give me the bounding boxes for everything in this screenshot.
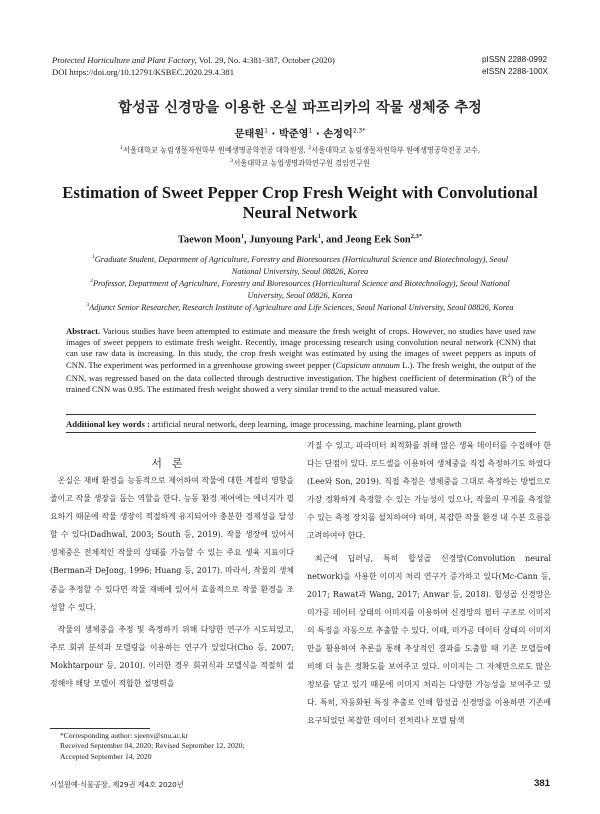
korean-title: 합성곱 신경망을 이용한 온실 파프리카의 작물 생체중 추정 [118, 100, 482, 116]
issn-block [482, 54, 548, 78]
intro-paragraph-2: 작물의 생체중을 추정 및 측정하기 위해 다양한 연구가 시도되었고, 주로 회귀 분석과 모델링을 이용하는 연구가 있었다(Cho 등, 2007; Mokhtarpour 등, 2010). 이러한 경우 회귀식과 모델식을 적절히 설정해야 해당 모델이 적합한 설명력을 [50, 624, 294, 689]
body-column-left [50, 472, 294, 693]
english-affiliation-2: $^2$Professor, Department of Agriculture, Forestry and Bioresources (Horticultural Science and Biotechnology), Seoul National University, Seoul 08826, Korea [90, 278, 510, 300]
kr-author-2: 박준영 [278, 129, 309, 140]
journal-header [52, 54, 335, 78]
keywords-text: artificial neural network, deep learning, image processing, machine learning, plant growth [149, 419, 462, 429]
species-name: Capsicum annuum [335, 359, 400, 370]
journal-name: Protected Horticulture and Plant Factory, [52, 55, 197, 65]
kr-sep-1: · [267, 129, 279, 140]
keywords [66, 419, 536, 430]
abstract-divider [66, 414, 536, 415]
page-number: 381 [534, 778, 550, 789]
intro-paragraph-3: 최근에 딥러닝, 특히 합성곱 신경망(Convolution neural network)을 사용한 이미지 처리 연구가 증가하고 있다(Mc-Cann 등, 2017; Rawat과 Wang, 2017; Anwar 등, 2018). 합성곱 신경망은 미가공 데이터 상태의 이미지를 이용하여 신경망의 필터 구조로 이미지의 특징을 자동으로 추출할 수 있다. 이때, 미가공 데이터 상태의 이미지만을 활용하여 추론을 통해 추상적인 결과를 도출할 때 기존 모델들에 비해 더 높은 정확도를 보여주고 있다. 이미지는 그 자체만으로도 많은 정보를 담고 있기 때문에 이미지 처리는 다양한 가능성을 보여주고 있다. 특히, 자동화된 특징 추출로 인해 합성곱 신경망을 이용하면 기존에 요구되었던 복잡한 데이터 전처리나 모델 탐색 [307, 553, 551, 726]
english-affiliation-1: $^1$Graduate Student, Department of Agriculture, Forestry and Bioresources (Horticultural Science and Biotechnology), Seoul National University, Seoul 08826, Korea [91, 254, 509, 276]
korean-affiliation-line-2: $^3$서울대학교 농업생명과학연구원 겸임연구원 [230, 158, 370, 168]
kr-author-2-sup: 1 [308, 127, 313, 135]
kr-author-1-sup: 1 [264, 127, 268, 135]
footnote [60, 731, 300, 762]
abstract: Abstract. Various studies have been attempted to estimate and measure the fresh weight of crops. However, no studies have used raw images of sweet peppers to estimate fresh weight. Recently, image processing research using convolution neural network (CNN) that can use raw data is increasing. In this study, the crop fresh weight was estimated by using the images of sweet peppers as inputs of CNN. The experiment was performed in a greenhouse growing sweet pepper (Capsicum annuum L.). The fresh weight, the output of the CNN, was regressed based on the data collected through destructive investigation. The highest coefficient of determination $(R^2)$ of the trained CNN was 0.95. The estimated fresh weight showed a very similar trend to the actual measured value. [66, 326, 537, 394]
intro-paragraph-2-cont: 가질 수 있고, 파라미터 최적화를 위해 많은 생육 데이터를 수집해야 한다는 단점이 있다. 로드셀을 이용하여 생체중을 직접 측정하기도 하였다(Lee와 Son, 2019). 직접 측정은 생체중을 그대로 측정하는 방법으로 가장 정확하게 측정할 수 있는 가능성이 있으나, 작물의 무게를 측정할 수 있는 측정 장치를 설치하여야 하며, 복잡한 작물 환경 내 수분 흐름을 고려하여야 한다. [307, 441, 551, 541]
accepted-date: Accepted September 14, 2020 [60, 751, 152, 761]
corresponding-author[interactable]: *Corresponding author: sjeenv@snu.ac.kr [60, 731, 189, 740]
footnote-divider [50, 728, 150, 729]
kr-author-1: 문태원 [234, 129, 265, 140]
kr-sep-2: · [312, 129, 324, 140]
english-title-line-2: Neural Network [242, 203, 358, 222]
eissn: eISSN 2288-100X [482, 67, 548, 76]
kr-author-3: 손정익 [323, 129, 353, 140]
intro-paragraph-1: 온실은 재배 환경을 능동적으로 제어하여 작물에 대한 계절의 영향을 줄이고 작물 생장을 돕는 역할을 한다. 능동 환경 제어에는 에너지가 필요하기 때문에 작물 생장이 적절하게 유지되어야 충분한 경제성을 달성할 수 있다(Dadhwal, 2003; South 등, 2019). 작물 생장에 있어서 생체중은 전체적인 작물의 상태를 가늠할 수 있는 주요 생육 지표이다(Berman과 DeJong, 1996; Huang 등, 2017). 따라서, 작물의 생체중을 추정할 수 있다면 작물 재배에 있어서 효율적으로 작물 환경을 조성할 수 있다. [50, 476, 294, 612]
footer-journal-info: 시설원예·식물공장, 제29권 제4호 2020년 [50, 780, 184, 789]
volume-info: Vol. 29, No. 4:381-387, October (2020) [196, 55, 335, 65]
english-authors: Taewon Moon$^1$, Junyoung Park$^1$, and Jeong Eek Son$^{2,3*}$ [177, 233, 423, 246]
english-title [0, 183, 600, 223]
keywords-divider [66, 432, 536, 433]
section-heading-introduction: 서론 [151, 457, 193, 470]
body-column-right [307, 437, 551, 731]
abstract-label: Abstract. [66, 326, 101, 336]
kr-author-3-sup: 2,3* [352, 127, 366, 135]
keywords-label: Additional key words : [66, 419, 150, 429]
received-dates: Received September 04, 2020; Revised September 12, 2020; [60, 741, 245, 751]
korean-authors [0, 125, 600, 140]
doi-line[interactable]: DOI https://doi.org/10.12791/KSBEC.2020.29.4.381 [52, 67, 234, 77]
korean-affiliation-line-1: $^1$서울대학교 농림생물자원학부 원예생명공학전공 대학원생, $^2$서울대학교 농림생물자원학부 원예생명공학전공 교수, [119, 145, 481, 155]
pissn: pISSN 2288-0992 [482, 55, 548, 64]
journal-citation [52, 54, 335, 66]
english-title-line-1: Estimation of Sweet Pepper Crop Fresh Weight with Convolutional [62, 183, 538, 202]
english-affiliation-3: $^3$Adjunct Senior Researcher, Research Institute of Agriculture and Life Sciences, Seoul National University, Seoul 08826, Korea [86, 302, 514, 312]
